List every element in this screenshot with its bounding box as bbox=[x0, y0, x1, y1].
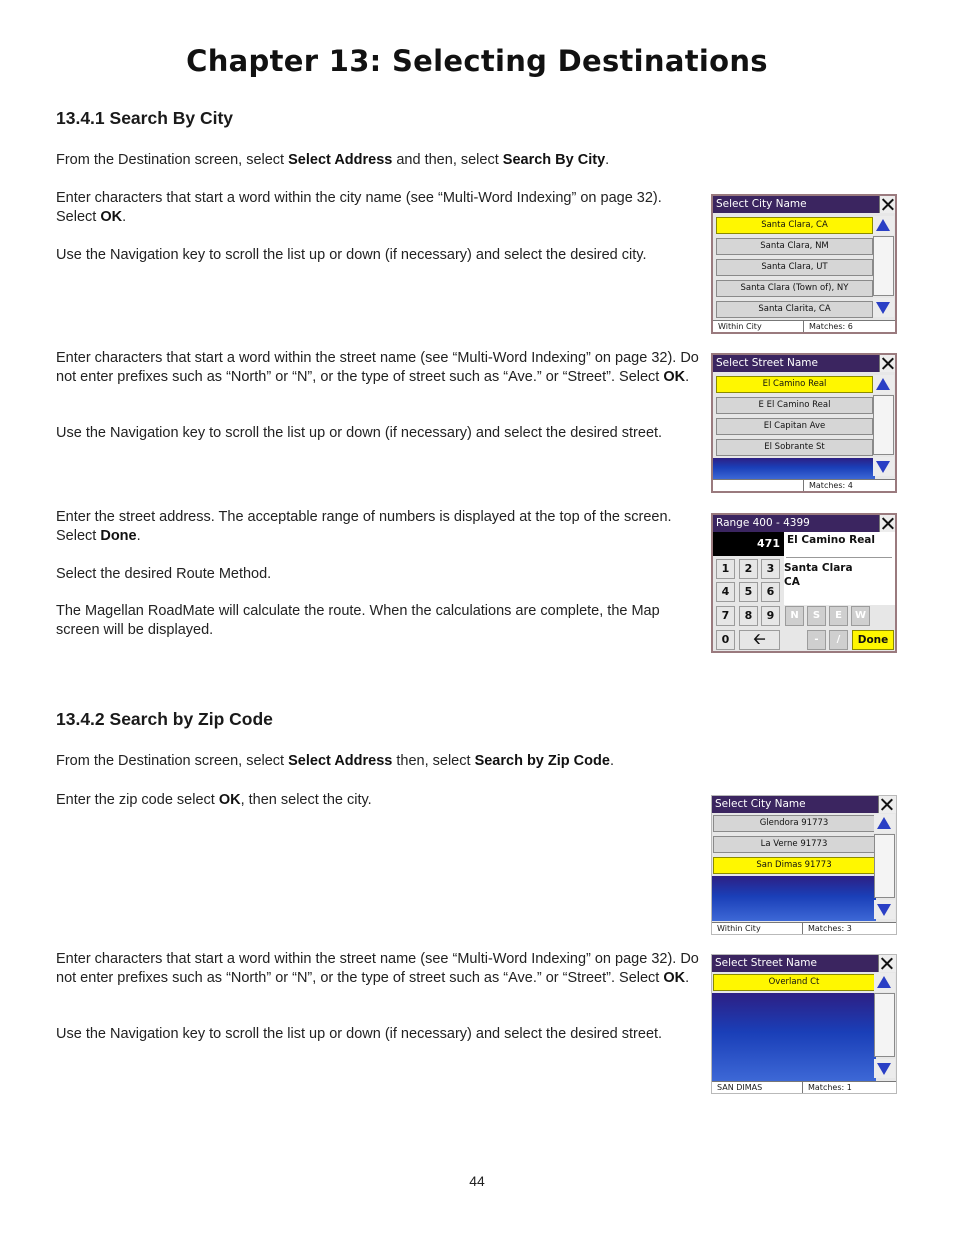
status-bar bbox=[713, 479, 895, 491]
key-1[interactable]: 1 bbox=[716, 559, 735, 579]
paragraph-route-method: Select the desired Route Method. bbox=[56, 566, 272, 582]
page-number: 44 bbox=[469, 1173, 485, 1189]
section-title-search-by-zip: 13.4.2 Search by Zip Code bbox=[56, 709, 273, 729]
screen-zip-select-street bbox=[711, 954, 897, 1094]
screen-title: Select City Name bbox=[713, 196, 879, 213]
list-item[interactable]: San Dimas 91773 bbox=[713, 857, 875, 874]
scroll-up-arrow-icon[interactable] bbox=[873, 375, 894, 394]
match-count: Matches: 3 bbox=[808, 924, 852, 933]
screen-enter-address bbox=[711, 513, 897, 653]
status-bar bbox=[712, 1081, 896, 1093]
key-6[interactable]: 6 bbox=[761, 582, 780, 602]
empty-list-area bbox=[712, 876, 876, 921]
list-item[interactable]: Santa Clara, NM bbox=[716, 238, 873, 255]
key-dash[interactable]: - bbox=[807, 630, 826, 650]
status-bar bbox=[712, 922, 896, 934]
status-bar bbox=[713, 320, 895, 332]
scroll-up-arrow-icon[interactable] bbox=[874, 973, 895, 992]
scroll-down-arrow-icon[interactable] bbox=[874, 1059, 895, 1078]
screen-title: Select Street Name bbox=[712, 955, 878, 972]
screen-title: Select City Name bbox=[712, 796, 878, 813]
done-button[interactable]: Done bbox=[852, 630, 894, 650]
key-2[interactable]: 2 bbox=[739, 559, 758, 579]
key-west[interactable]: W bbox=[851, 606, 870, 626]
house-number-field[interactable]: 471 bbox=[713, 532, 784, 556]
list-item[interactable]: Glendora 91773 bbox=[713, 815, 875, 832]
state-name: CA bbox=[784, 576, 800, 588]
screen-zip-select-city bbox=[711, 795, 897, 935]
status-left: SAN DIMAS bbox=[715, 1082, 803, 1093]
key-8[interactable]: 8 bbox=[739, 606, 758, 626]
list-item[interactable]: Santa Clara, CA bbox=[716, 217, 873, 234]
list-item[interactable]: Overland Ct bbox=[713, 974, 875, 991]
paragraph-enter-zip: Enter the zip code select OK, then select the city. bbox=[56, 792, 372, 808]
paragraph-enter-city: Enter characters that start a word within the city name (see “Multi-Word Indexing” on page 32). Select OK. bbox=[56, 190, 662, 225]
key-4[interactable]: 4 bbox=[716, 582, 735, 602]
empty-list-area bbox=[713, 458, 875, 479]
paragraph-scroll-street: Use the Navigation key to scroll the list up or down (if necessary) and select the desired street. bbox=[56, 425, 663, 441]
key-east[interactable]: E bbox=[829, 606, 848, 626]
match-count: Matches: 4 bbox=[809, 481, 853, 490]
empty-list-area bbox=[712, 993, 876, 1081]
list-item[interactable]: E El Camino Real bbox=[716, 397, 873, 414]
scroll-down-arrow-icon[interactable] bbox=[873, 298, 894, 317]
screen-select-city bbox=[711, 194, 897, 334]
list-item[interactable]: La Verne 91773 bbox=[713, 836, 875, 853]
paragraph-destination-zip: From the Destination screen, select Select Address then, select Search by Zip Code. bbox=[56, 753, 614, 769]
key-south[interactable]: S bbox=[807, 606, 826, 626]
address-preview bbox=[784, 532, 896, 605]
paragraph-scroll-street-zip: Use the Navigation key to scroll the list up or down (if necessary) and select the desired street. bbox=[56, 1026, 663, 1042]
key-5[interactable]: 5 bbox=[739, 582, 758, 602]
match-count: Matches: 1 bbox=[808, 1083, 852, 1092]
paragraph-calculate-route: The Magellan RoadMate will calculate the route. When the calculations are complete, the Map screen will be displayed. bbox=[56, 603, 660, 638]
city-name: Santa Clara bbox=[784, 562, 853, 574]
scroll-down-arrow-icon[interactable] bbox=[873, 457, 894, 476]
scrollbar-track[interactable] bbox=[874, 993, 895, 1057]
paragraph-enter-street-zip: Enter characters that start a word within the street name (see “Multi-Word Indexing” on page 32). Do not enter prefixes such as “North” or “N”, or the type of street such as “Ave.” or “Street”. Select OK. bbox=[56, 951, 699, 986]
scroll-down-arrow-icon[interactable] bbox=[874, 900, 895, 919]
list-item[interactable]: Santa Clarita, CA bbox=[716, 301, 873, 318]
close-icon[interactable] bbox=[878, 955, 896, 972]
paragraph-enter-street: Enter characters that start a word within the street name (see “Multi-Word Indexing” on page 32). Do not enter prefixes such as “North” or “N”, or the type of street such as “Ave.” or “Street”. Select OK. bbox=[56, 350, 699, 385]
close-icon[interactable] bbox=[878, 796, 896, 813]
paragraph-scroll-city: Use the Navigation key to scroll the list up or down (if necessary) and select the desired city. bbox=[56, 247, 647, 263]
scroll-up-arrow-icon[interactable] bbox=[873, 216, 894, 235]
range-title: Range 400 - 4399 bbox=[713, 515, 879, 532]
screen-select-street bbox=[711, 353, 897, 493]
screen-title: Select Street Name bbox=[713, 355, 879, 372]
match-count: Matches: 6 bbox=[809, 322, 853, 331]
key-0[interactable]: 0 bbox=[716, 630, 735, 650]
list-item[interactable]: Santa Clara, UT bbox=[716, 259, 873, 276]
key-7[interactable]: 7 bbox=[716, 606, 735, 626]
key-north[interactable]: N bbox=[785, 606, 804, 626]
backspace-arrow-icon[interactable]: 🡠 bbox=[739, 630, 780, 650]
paragraph-enter-address: Enter the street address. The acceptable range of numbers is displayed at the top of the screen. Select Done. bbox=[56, 509, 672, 544]
divider bbox=[786, 557, 892, 558]
close-icon[interactable] bbox=[879, 196, 895, 213]
scrollbar-track[interactable] bbox=[873, 395, 894, 455]
list-item[interactable]: El Capitan Ave bbox=[716, 418, 873, 435]
key-3[interactable]: 3 bbox=[761, 559, 780, 579]
list-item[interactable]: El Camino Real bbox=[716, 376, 873, 393]
close-icon[interactable] bbox=[879, 355, 895, 372]
scrollbar-track[interactable] bbox=[874, 834, 895, 898]
key-slash[interactable]: / bbox=[829, 630, 848, 650]
close-icon[interactable] bbox=[879, 515, 895, 532]
paragraph-destination-select: From the Destination screen, select Select Address and then, select Search By City. bbox=[56, 152, 610, 168]
status-left: Within City bbox=[715, 923, 803, 934]
scrollbar-track[interactable] bbox=[873, 236, 894, 296]
section-title-search-by-city: 13.4.1 Search By City bbox=[56, 108, 234, 128]
status-left bbox=[716, 480, 804, 491]
key-9[interactable]: 9 bbox=[761, 606, 780, 626]
scroll-up-arrow-icon[interactable] bbox=[874, 814, 895, 833]
list-item[interactable]: El Sobrante St bbox=[716, 439, 873, 456]
street-name: El Camino Real bbox=[787, 534, 875, 546]
status-left: Within City bbox=[716, 321, 804, 332]
list-item[interactable]: Santa Clara (Town of), NY bbox=[716, 280, 873, 297]
chapter-title: Chapter 13: Selecting Destinations bbox=[186, 44, 768, 78]
